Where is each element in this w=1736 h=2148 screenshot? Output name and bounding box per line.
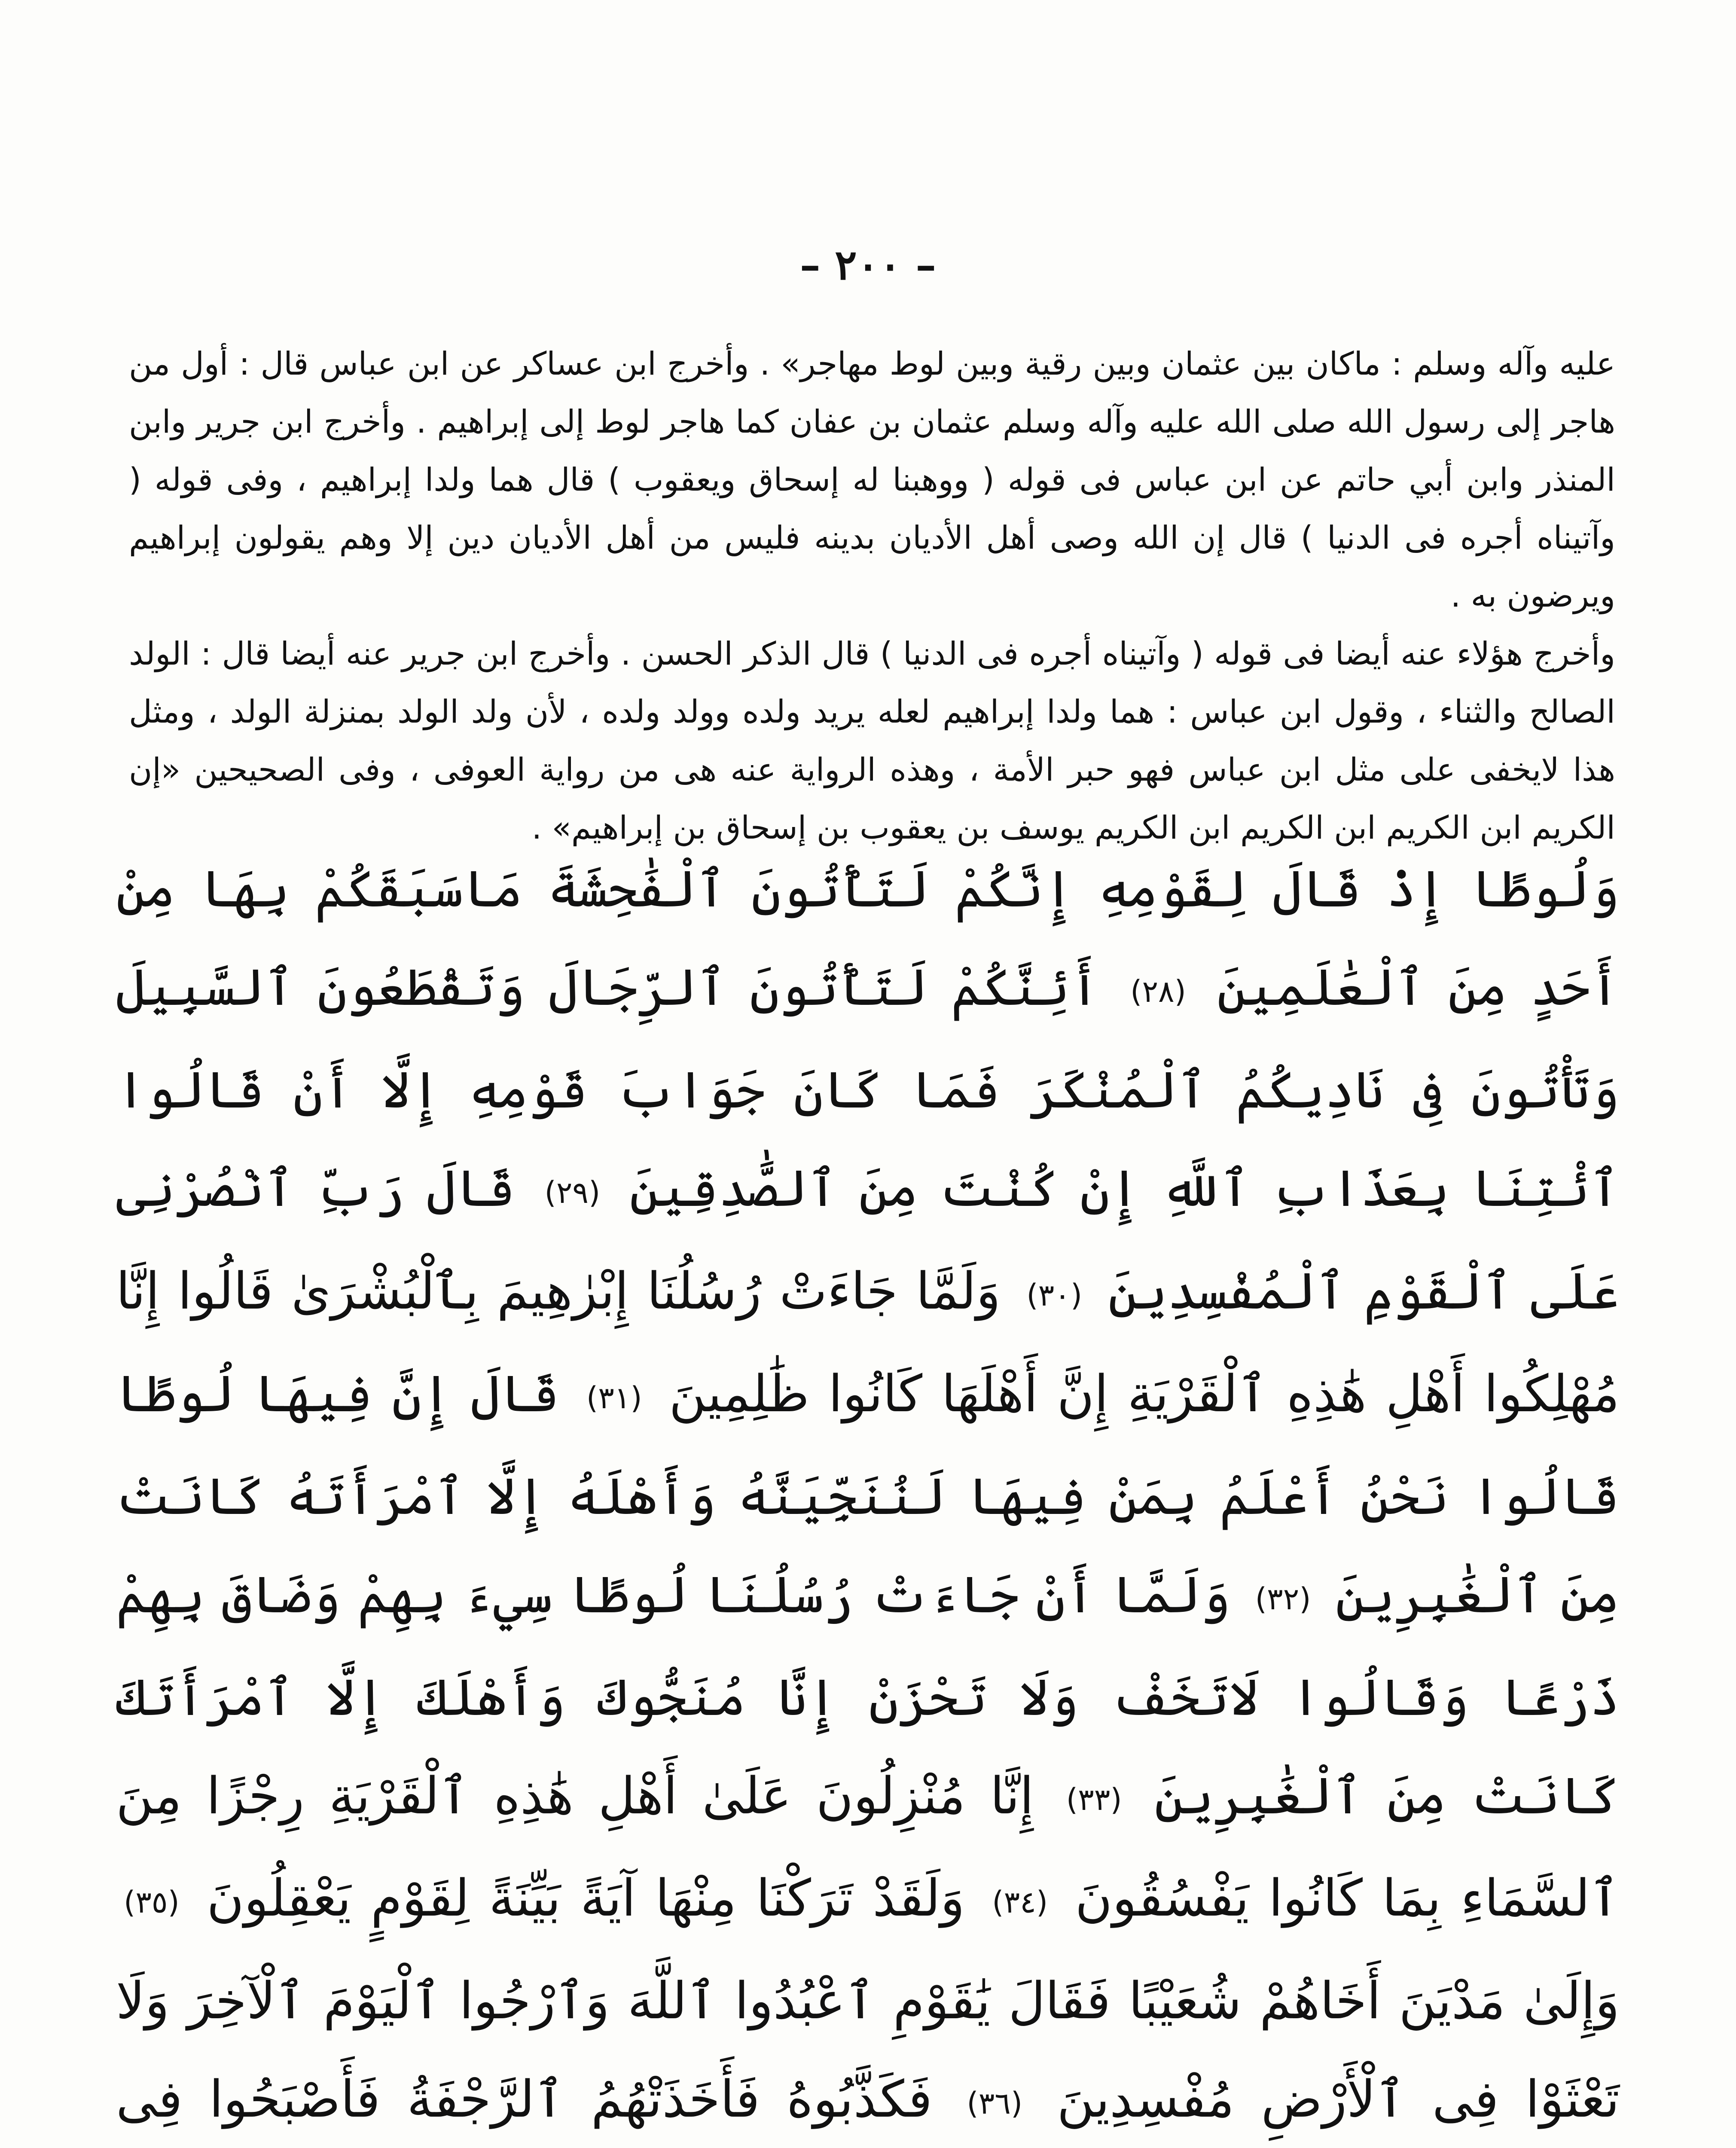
verse-number: (٣٤) bbox=[992, 1885, 1048, 1920]
commentary-paragraph: عليه وآله وسلم : ماكان بين عثمان وبين رقية وبين لوط مهاجر» . وأخرج ابن عساكر عن ابن عباس قال : أول من هاجر إلى رسول الله صلى الله عليه وآله وسلم عثمان بن عفان كما هاجر لوط إلى إبراهيم . وأخرج ابن جرير وابن المنذر وابن أبي حاتم عن ابن عباس فى قوله ( ووهبنا له إسحاق ويعقوب ) قال هما ولدا إبراهيم ، وفى قوله ( وآتيناه أجره فى الدنيا ) قال إن الله وصى أهل الأديان بدينه فليس من أهل الأديان دين إلا وهم يقولون إبراهيم ويرضون به . bbox=[129, 345, 1615, 614]
page-number: – ٢٠٠ – bbox=[799, 241, 937, 289]
verse-number: (٣٢) bbox=[1255, 1581, 1311, 1617]
verse-number: (٣٠) bbox=[1026, 1277, 1083, 1313]
verse-number: (٣٣) bbox=[1066, 1782, 1122, 1818]
verse-text: وَلَقَدْ تَرَكْنَا مِنْهَا آيَةً بَيِّنَةً لِقَوْمٍ يَعْقِلُونَ bbox=[207, 1868, 965, 1928]
verse-text: وَلُوطًا إِذْ قَالَ لِقَوْمِهِ إِنَّكُمْ لَتَأْتُونَ ٱلْفَٰحِشَةَ مَاسَبَقَكُمْ بِهَا مِنْ أَحَدٍ مِنَ ٱلْعَٰلَمِينَ bbox=[116, 859, 1620, 1017]
commentary-paragraph: وأخرج هؤلاء عنه أيضا فى قوله ( وآتيناه أجره فى الدنيا ) قال الذكر الحسن . وأخرج ابن جرير عنه أيضا قال : الولد الصالح والثناء ، وقول ابن عباس : هما ولدا إبراهيم لعله يريد ولده وولد ولده ، لأن ولد الولد بمنزلة الولد ، ومثل هذا لايخفى على مثل ابن عباس فهو حبر الأمة ، وهذه الرواية عنه هى من رواية العوفى ، وفى الصحيحين «إن الكريم ابن الكريم ابن الكريم ابن الكريم يوسف بن يعقوب بن إسحاق بن إبراهيم» . bbox=[129, 635, 1615, 846]
verse-number: (٣٥) bbox=[124, 1885, 180, 1920]
verse-text: قَالَ إِنَّ فِيهَا لُوطًا قَالُوا نَحْنُ أَعْلَمُ بِمَنْ فِيهَا لَنُنَجِّيَنَّهُ وَأَهْلَهُ إِلَّا ٱمْرَأَتَهُ كَانَتْ مِنَ ٱلْغَٰبِرِينَ bbox=[116, 1364, 1620, 1624]
verse-text: وَلَمَّا جَاءَتْ رُسُلُنَا إِبْرٰهِيمَ بِٱلْبُشْرَىٰ قَالُوا إِنَّا مُهْلِكُوا أَهْلِ هَٰذِهِ ٱلْقَرْيَةِ إِنَّ أَهْلَهَا كَانُوا ظَٰلِمِينَ bbox=[116, 1261, 1620, 1423]
commentary-block bbox=[129, 335, 1615, 857]
verse-text: قَالَ رَبِّ ٱنْصُرْنِى عَلَى ٱلْقَوْمِ ٱلْمُفْسِدِينَ bbox=[116, 1158, 1620, 1321]
verse-flow bbox=[116, 840, 1620, 2148]
verse-text: إِنَّا مُنْزِلُونَ عَلَىٰ أَهْلِ هَٰذِهِ ٱلْقَرْيَةِ رِجْزًا مِنَ ٱلسَّمَاءِ بِمَا كَانُوا يَفْسُقُونَ bbox=[116, 1766, 1620, 1928]
verse-number: (٣١) bbox=[586, 1380, 642, 1416]
verse-text: وَلَمَّا أَنْ جَاءَتْ رُسُلُنَا لُوطًا سِيءَ بِهِمْ وَضَاقَ بِهِمْ ذَرْعًا وَقَالُوا لَاتَخَفْ وَلَا تَحْزَنْ إِنَّا مُنَجُّوكَ وَأَهْلَكَ إِلَّا ٱمْرَأَتَكَ كَانَتْ مِنَ ٱلْغَٰبِرِينَ bbox=[116, 1565, 1620, 1825]
verse-number: (٣٦) bbox=[967, 2086, 1023, 2121]
verse-number: (٢٨) bbox=[1130, 973, 1186, 1009]
verse-number: (٢٩) bbox=[544, 1175, 601, 1210]
verse-text: وَإِلَىٰ مَدْيَنَ أَخَاهُمْ شُعَيْبًا فَقَالَ يَٰقَوْمِ ٱعْبُدُوا ٱللَّهَ وَٱرْجُوا ٱلْيَوْمَ ٱلْآخِرَ وَلَا تَعْثَوْا فِى ٱلْأَرْضِ مُفْسِدِينَ bbox=[116, 1971, 1620, 2129]
verse-text: فَكَذَّبُوهُ فَأَخَذَتْهُمُ ٱلرَّجْفَةُ فَأَصْبَحُوا فِى bbox=[116, 2069, 933, 2129]
verse-text: أَئِنَّكُمْ لَتَأْتُونَ ٱلرِّجَالَ وَتَقْطَعُونَ ٱلسَّبِيلَ وَتَأْتُونَ فِى نَادِيكُمُ ٱلْمُنْكَرَ فَمَا كَانَ جَوَابَ قَوْمِهِ إِلَّا أَنْ قَالُوا ٱئْتِنَا بِعَذَابِ ٱللَّهِ إِنْ كُنْتَ مِنَ ٱلصَّٰدِقِينَ bbox=[116, 958, 1620, 1218]
quran-verses-block bbox=[116, 840, 1620, 2148]
